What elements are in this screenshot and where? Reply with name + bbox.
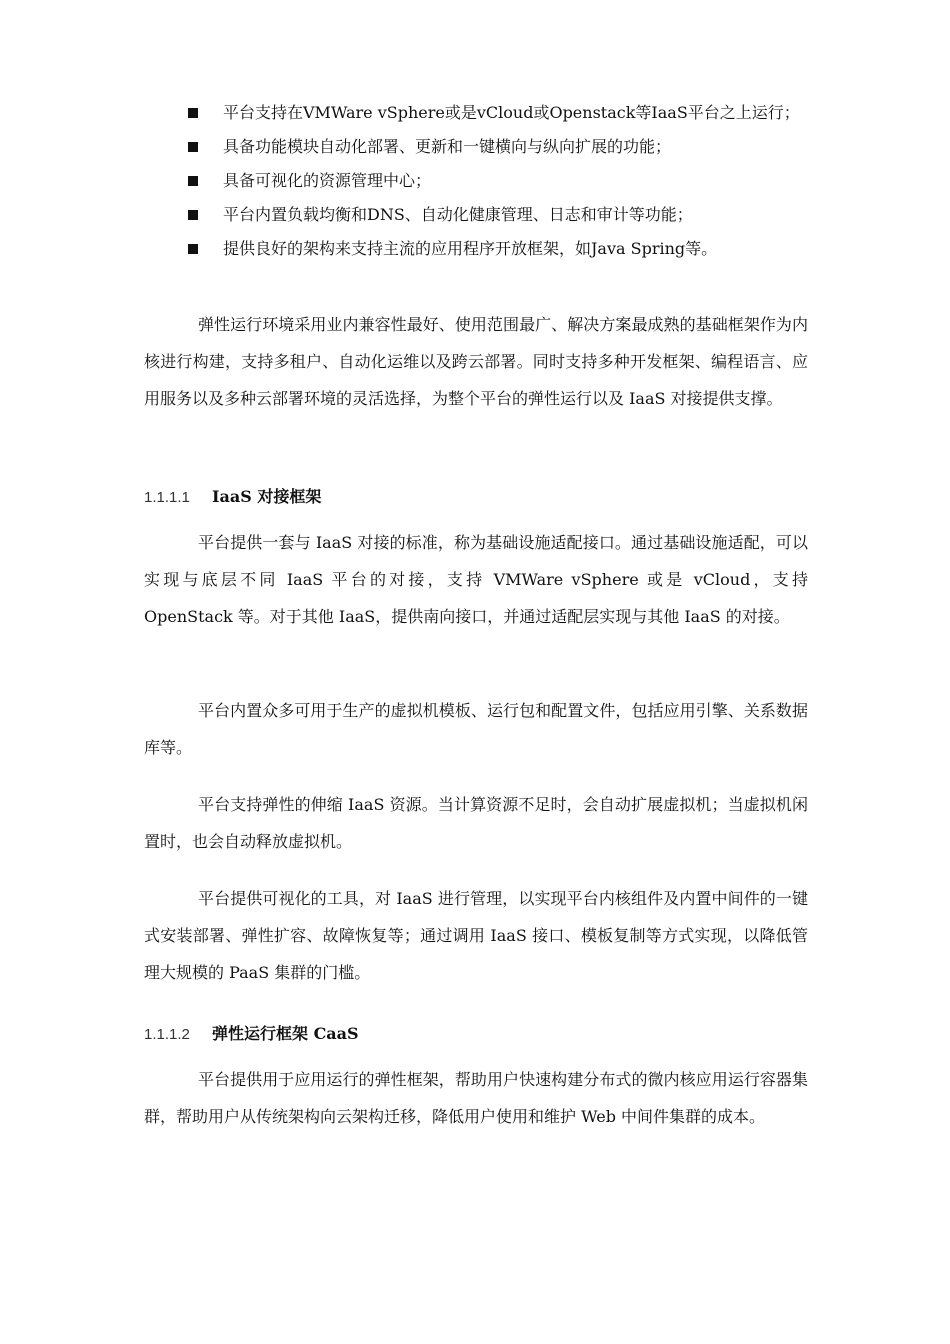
square-bullet-icon [188,176,198,186]
intro-paragraph: 弹性运行环境采用业内兼容性最好、使用范围最广、解决方案最成熟的基础框架作为内核进行构建，支持多租户、自动化运维以及跨云部署。同时支持多种开发框架、编程语言、应用服务以及多种云部署环境的灵活选择，为整个平台的弹性运行以及 IaaS 对接提供支撑。 [144,315,808,408]
body-paragraph: 平台提供用于应用运行的弹性框架，帮助用户快速构建分布式的微内核应用运行容器集群，帮助用户从传统架构向云架构迁移，降低用户使用和维护 Web 中间件集群的成本。 [144,1070,808,1126]
bullet-item [188,96,808,130]
bullet-item [188,130,808,164]
body-paragraph: 平台内置众多可用于生产的虚拟机模板、运行包和配置文件，包括应用引擎、关系数据库等。 [144,701,808,757]
bullet-text: 具备可视化的资源管理中心； [223,171,432,190]
bullet-text: 平台内置负载均衡和DNS、自动化健康管理、日志和审计等功能； [223,205,693,224]
square-bullet-icon [188,244,198,254]
bullet-text: 提供良好的架构来支持主流的应用程序开放框架，如Java Spring等。 [223,239,718,258]
bullet-text: 平台支持在VMWare vSphere或是vCloud或Openstack等IaaS平台之上运行； [223,103,800,122]
body-paragraph: 平台提供一套与 IaaS 对接的标准，称为基础设施适配接口。通过基础设施适配，可以实现与底层不同 IaaS 平台的对接，支持 VMWare vSphere 或是 vCloud，支持 OpenStack 等。对于其他 IaaS，提供南向接口，并通过适配层实现与其他 IaaS 的对接。 [144,533,808,626]
bullet-item [188,232,808,266]
body-paragraph: 平台提供可视化的工具，对 IaaS 进行管理，以实现平台内核组件及内置中间件的一键式安装部署、弹性扩容、故障恢复等；通过调用 IaaS 接口、模板复制等方式实现，以降低管理大规模的 PaaS 集群的门槛。 [144,889,808,982]
section-title: IaaS 对接框架 [212,487,322,506]
bullet-item [188,164,808,198]
section-heading-iaas [144,485,321,510]
section-heading-caas [144,1022,359,1047]
section-title: 弹性运行框架 CaaS [212,1024,359,1043]
bullet-item [188,198,808,232]
square-bullet-icon [188,210,198,220]
bullet-text: 具备功能模块自动化部署、更新和一键横向与纵向扩展的功能； [223,137,672,156]
square-bullet-icon [188,142,198,152]
section-number: 1.1.1.2 [144,1026,190,1043]
section-number: 1.1.1.1 [144,489,190,506]
feature-bullet-list [188,96,808,266]
body-paragraph: 平台支持弹性的伸缩 IaaS 资源。当计算资源不足时，会自动扩展虚拟机；当虚拟机闲置时，也会自动释放虚拟机。 [144,795,808,851]
square-bullet-icon [188,108,198,118]
